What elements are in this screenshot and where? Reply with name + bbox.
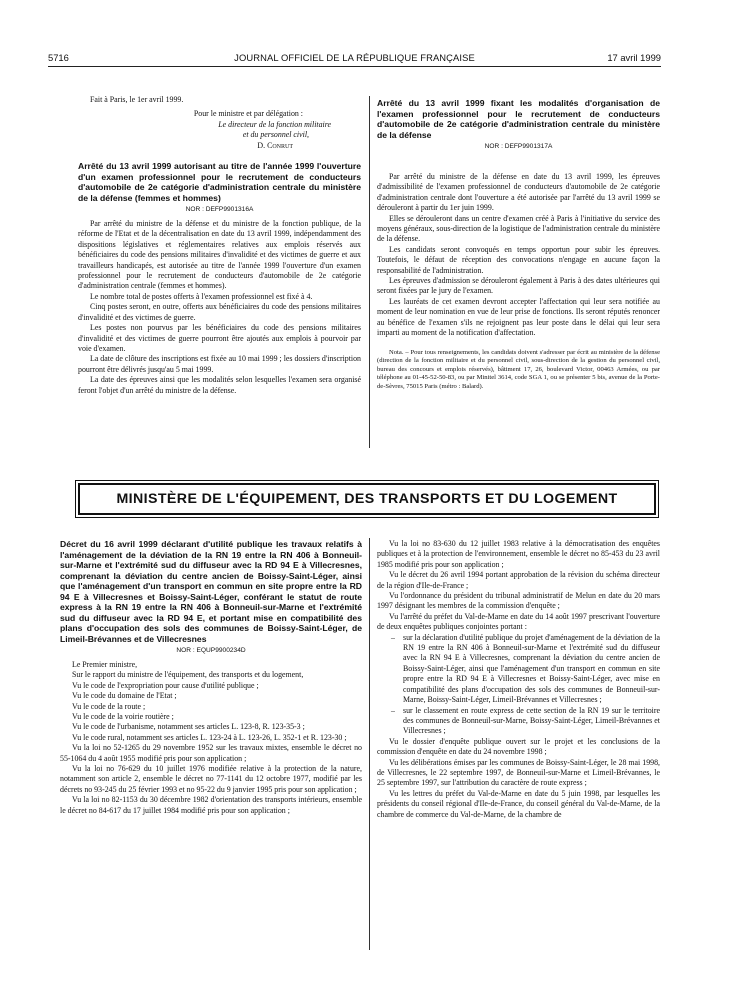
paragraph: La date des épreuves ainsi que les modalités selon lesquelles l'examen sera organisé feront l'objet d'un arrêté du ministre de la défense. [78,375,361,395]
page-header [48,52,661,66]
decree-nor: NOR : DEFP9901316A [185,206,254,214]
paragraph: – sur la déclaration d'utilité publique du projet d'aménagement de la déviation de la RN 19 entre la RN 406 à Bonneuil-sur-Marne et l'extrémité sud du diffuseur avec la RN 94 E à Villecresnes, comprenant la déviation du centre ancien de Boissy-Saint-Léger, ainsi que l'aménagement d'un transport en commun en site propre entre la RD 94 E à Villecresnes et Boissy-Saint-Léger, avec mise en compatibilité des plans d'occupation des sols des communes de Bonneuil-sur-Marne, Boissy-Saint-Léger, Limeil-Brévannes et Villecresnes ; [377,633,660,706]
column-divider-top [369,96,370,448]
paragraph: Vu les lettres du préfet du Val-de-Marne en date du 5 juin 1998, par lesquelles les présidents du conseil régional d'Ile-de-France, du conseil général du Val-de-Marne, de la chambre de commerce du Val-de-Marne, de la chambre de [377,788,660,819]
decret-title: Décret du 16 avril 1999 déclarant d'utilité publique les travaux relatifs à l'aménagement de la déviation de la RN 19 entre la RN 406 à Bonneuil-sur-Marne et l'extrémité sud du diffuseur avec la RD 94 E à Villecresnes, comprenant la déviation du centre ancien de Boissy-Saint-Léger, ainsi que l'aménagement d'un transport en commun en site propre entre la RD 94 E à Villecresnes et Boissy-Saint-Léger, conférant le statut de route express à la RN 19 entre la RN 406 à Bonneuil-sur-Marne et l'extrémité sud du diffuseur avec la RD 94 E, et portant mise en compatibilité des plans d'occupation des sols des communes de Boissy-Saint-Léger, de Limeil-Brévannes et de Villecresnes [60,539,362,644]
header-rule [48,66,661,67]
paragraph: Les candidats seront convoqués en temps opportun pour subir les épreuves. Toutefois, le défaut de réception des convocations n'engage en aucune façon la responsabilité de l'administration. [377,244,660,275]
visas-part-a [377,539,660,633]
paragraph: Vu la loi no 76-629 du 10 juillet 1976 modifiée relative à la protection de la nature, notamment son article 2, ensemble le décret no 77-1141 du 12 octobre 1977, modifié par les décrets no 93-245 du 25 février 1993 et no 95-22 du 9 janvier 1995 pris pour son application ; [60,764,362,794]
paragraph: Vu le dossier d'enquête publique ouvert sur le projet et les conclusions de la commission d'enquête en date du 24 novembre 1998 ; [377,736,660,757]
arrete-nor: NOR : DEFP9901317A [484,143,553,150]
paragraph: Le nombre total de postes offerts à l'examen professionnel est fixé à 4. [90,291,313,301]
paragraph: Vu l'arrêté du préfet du Val-de-Marne en date du 14 août 1997 prescrivant l'ouverture de deux enquêtes publiques conjointes portant : [377,611,660,632]
signature-role-1: Le directeur de la fonction militaire [218,119,331,129]
decree-body [78,219,361,396]
arrete-body [377,172,660,339]
paragraph: Sur le rapport du ministre de l'équipement, des transports et du logement, [72,670,304,680]
paragraph: Vu la loi no 82-1153 du 30 décembre 1982 d'orientation des transports intérieurs, ensemble le décret no 84-617 du 17 juillet 1984 modifié pris pour son application ; [60,795,362,815]
right-bottom-column [377,539,660,951]
paragraph: Les lauréats de cet examen devront accepter l'affectation qui leur sera notifiée au moment de leur nomination en vue de leur prise de fonctions. Ils seront réputés renoncer au bénéfice de l'examen s'ils ne rejoignent pas leur poste dans le délai qui leur sera imparti au moment de la notification d'affectation. [377,296,660,338]
left-bottom-column [60,539,362,951]
paragraph: Vu le code du domaine de l'Etat ; [72,691,177,701]
signature-role-2: et du personnel civil, [242,130,309,140]
paragraph: La date de clôture des inscriptions est fixée au 10 mai 1999 ; les dossiers d'inscription pourront être délivrés jusqu'au 5 mai 1999. [78,354,361,374]
paragraph: Cinq postes seront, en outre, offerts aux bénéficiaires du code des pensions militaires d'invalidité et des victimes de guerre. [78,302,361,322]
column-divider-bottom [369,538,370,950]
ministry-heading: MINISTÈRE DE L'ÉQUIPEMENT, DES TRANSPORTS ET DU LOGEMENT [78,483,656,515]
paragraph: Vu le code de la route ; [72,701,146,711]
page-number: 5716 [48,52,69,63]
decret-visas [60,660,362,816]
signature-name: D. Conrut [257,140,293,150]
paragraph: Par arrêté du ministre de la défense en date du 13 avril 1999, les épreuves d'admissibilité de l'examen professionnel de conducteurs d'automobile de 2e catégorie d'administration centrale dont l'ouverture a été autorisée par l'arrêté du 13 avril 1999 se dérouleront à partir du 1er juin 1999. [377,172,660,213]
journal-title: JOURNAL OFFICIEL DE LA RÉPUBLIQUE FRANÇAISE [234,52,475,63]
visas-bullets [377,633,660,737]
paragraph: Vu le code de la voirie routière ; [72,712,174,722]
paragraph: Le Premier ministre, [72,660,138,669]
arrete-title: Arrêté du 13 avril 1999 fixant les modalités d'organisation de l'examen professionnel pour le recrutement de conducteurs d'automobile de 2e catégorie d'administration centrale du ministère de la défense [377,98,660,140]
decree-title: Arrêté du 13 avril 1999 autorisant au titre de l'année 1999 l'ouverture d'un examen professionnel pour le recrutement de conducteurs d'automobile de 2e catégorie d'administration centrale du ministère de la défense (femmes et hommes) [78,161,361,203]
paragraph: Vu le décret du 26 avril 1994 portant approbation de la révision du schéma directeur de la région d'Ile-de-France ; [377,570,660,590]
paragraph: Les épreuves d'admission se dérouleront également à Paris à des dates ultérieures qui seront fixées par le jury de l'examen. [377,276,660,296]
paragraph: Par arrêté du ministre de la défense et du ministre de la fonction publique, de la réforme de l'Etat et de la décentralisation en date du 13 avril 1999, indépendamment des dispositions législatives et réglementaires relatives aux emplois réservés aux bénéficiaires du code des pensions militaires d'invalidité et des victimes de guerre et aux travailleurs handicapés, est autorisée au titre de l'année 1999 l'ouverture d'un examen professionnel pour le recrutement de conducteurs d'automobile de 2e catégorie d'administration centrale (femmes et hommes). [78,219,361,291]
right-top-column [377,98,660,450]
arrete-note: Nota. – Pour tous renseignements, les candidats doivent s'adresser par écrit au ministère de la défense (direction de la fonction militaire et du personnel civil, sous-direction de la gestion du personnel civil, bureau des concours et emplois réservés), bâtiment 17, 26, boulevard Victor, 00463 Armées, ou par téléphone au 01-45-52-50-83, ou par Minitel 3614, code SGA 1, ou se présenter 5 bis, avenue de la Porte-de-Sèvres, 75015 Paris (métro : Balard). [377,348,660,390]
signature-delegation: Pour le ministre et par délégation : [193,109,303,119]
visas-part-b [377,737,660,820]
paragraph: Vu la loi no 83-630 du 12 juillet 1983 relative à la démocratisation des enquêtes publiques et à la protection de l'environnement, ensemble le décret no 85-453 du 23 avril 1985 modifié pris pour son application ; [377,539,660,569]
paragraph: Vu le code rural, notamment ses articles L. 123-24 à L. 123-26, L. 352-1 et R. 123-30 ; [72,732,347,742]
paragraph: Vu l'ordonnance du président du tribunal administratif de Melun en date du 20 mars 1997 désignant les membres de la commission d'enquête ; [377,591,660,611]
paragraph: Vu le code de l'expropriation pour cause d'utilité publique ; [72,680,259,690]
paragraph: Vu le code de l'urbanisme, notamment ses articles L. 123-8, R. 123-35-3 ; [72,722,305,732]
paragraph: – sur le classement en route express de cette section de la RN 19 sur le territoire des communes de Bonneuil-sur-Marne, Boissy-Saint-Léger, Limeil-Brévannes et Villecresnes ; [377,706,660,737]
signature-place-date: Fait à Paris, le 1er avril 1999. [90,95,184,104]
issue-date: 17 avril 1999 [607,52,661,63]
paragraph: Les postes non pourvus par les bénéficiaires du code des pensions militaires d'invalidité et des victimes de guerre pourront être ajoutés aux emplois à pourvoir par voie d'examen. [78,323,361,353]
paragraph: Vu la loi no 52-1265 du 29 novembre 1952 sur les travaux mixtes, ensemble le décret no 55-1064 du 4 août 1955 modifié pris pour son application ; [60,743,362,763]
decret-nor: NOR : EQUP9900234D [176,647,246,654]
paragraph: Elles se dérouleront dans un centre d'examen créé à Paris à l'initiative du service des moyens généraux, sous-direction de la logistique de l'administration centrale du ministère de la défense. [377,213,660,244]
paragraph: Vu les délibérations émises par les communes de Boissy-Saint-Léger, le 28 mai 1998, de Villecresnes, le 22 septembre 1997, de Bonneuil-sur-Marne et Limeil-Brévannes, le 25 septembre 1997, sur l'attribution du caractère de route express ; [377,757,660,788]
left-top-column [78,95,361,450]
